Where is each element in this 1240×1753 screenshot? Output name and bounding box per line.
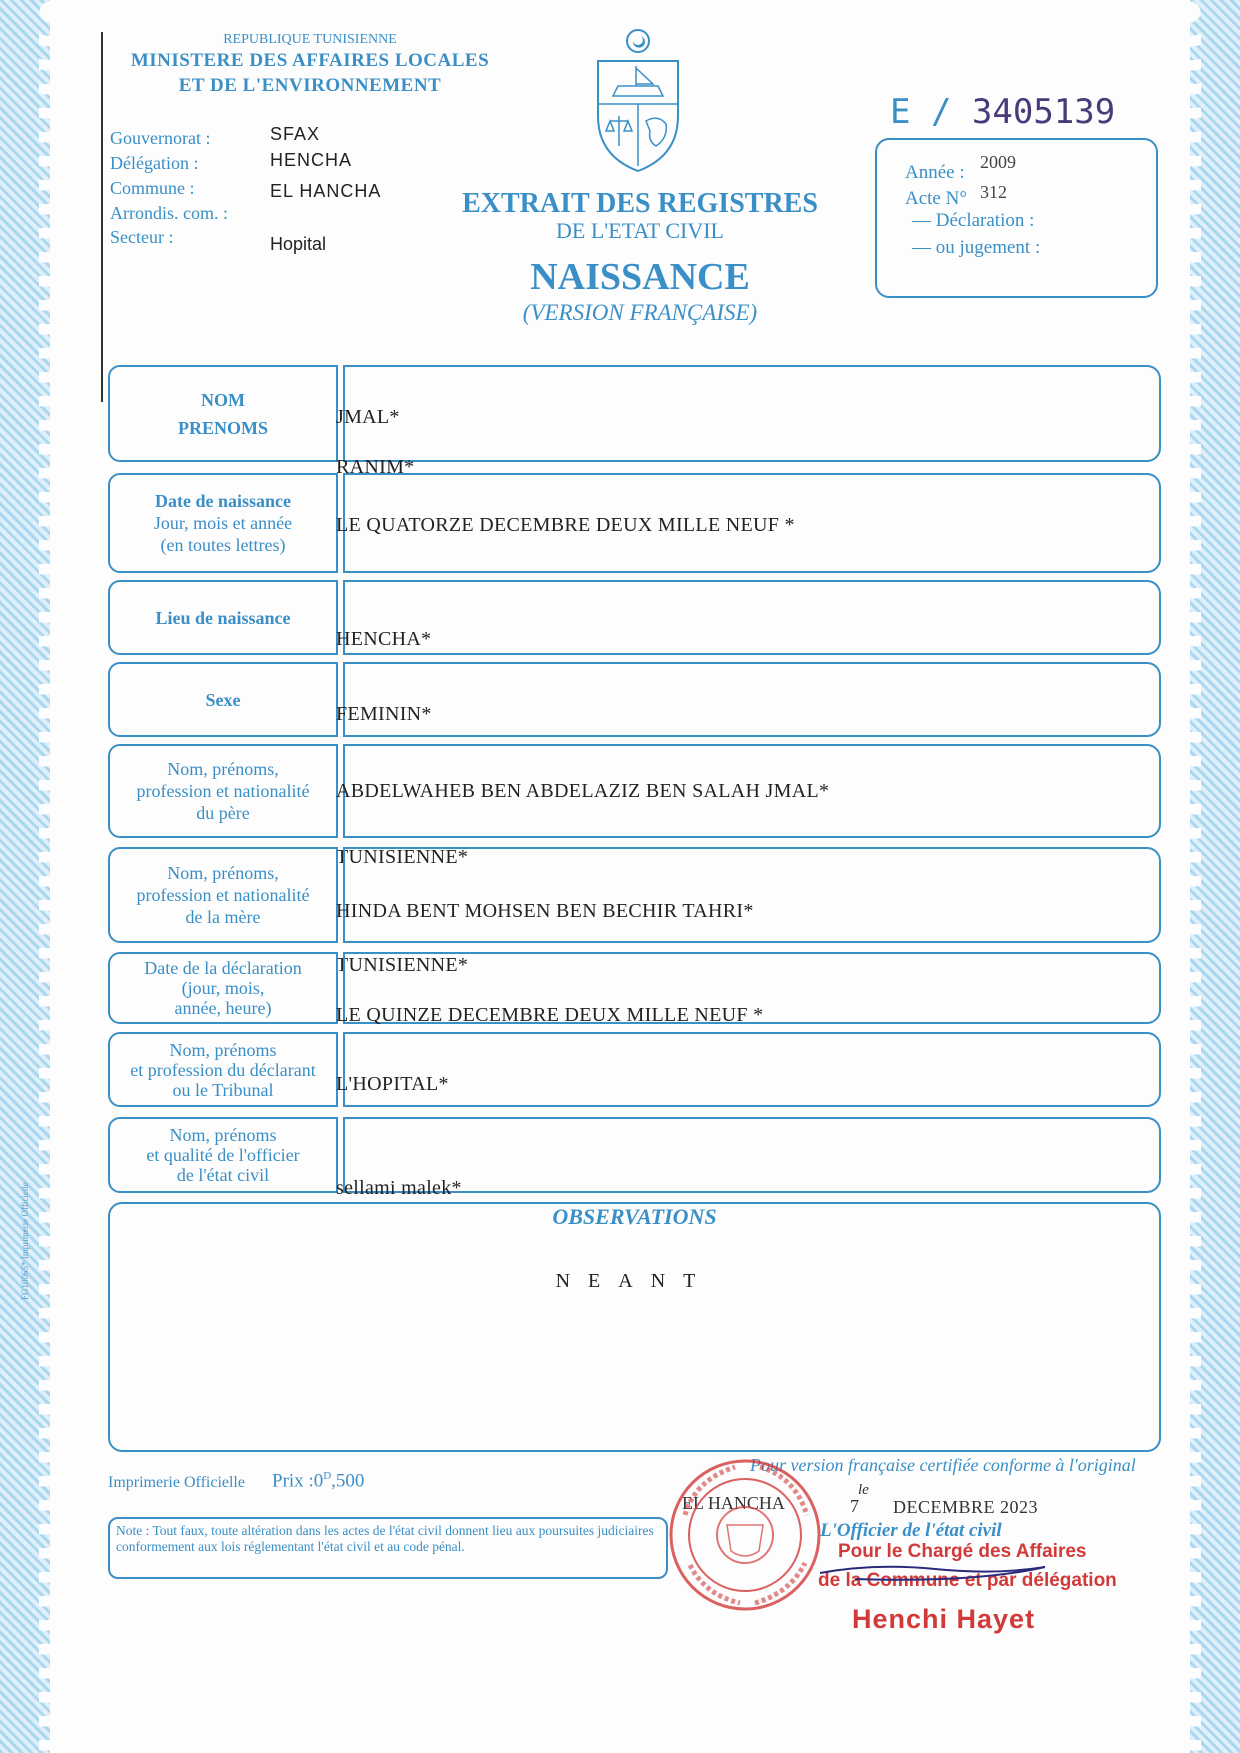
declarant-label-line1: Nom, prénoms: [169, 1039, 277, 1060]
certified-text: Pour version française certifiée conforme à l'original: [750, 1455, 1136, 1475]
sexe-value-cell: [343, 662, 1161, 737]
nom-value: JMAL*: [336, 406, 400, 428]
lieu-naissance-value-cell: [343, 580, 1161, 655]
left-guilloche-border: [0, 0, 50, 1753]
jugement-label: — ou jugement :: [912, 237, 1041, 258]
officier-label-line3: de l'état civil: [176, 1165, 270, 1185]
sexe-value: FEMININ*: [336, 703, 432, 725]
serial-value: 3405139: [971, 92, 1116, 132]
stamp-line1: Pour le Chargé des Affaires: [838, 1541, 1087, 1562]
mere-value: HINDA BENT MOHSEN BEN BECHIR TAHRI*: [336, 900, 754, 922]
commune-value: EL HANCHA: [270, 181, 382, 201]
prenoms-label: PRENOMS: [178, 417, 268, 438]
date-naissance-label: Date de naissance: [155, 491, 291, 511]
pere-label-line2: profession et nationalité: [136, 781, 310, 801]
nom-prenoms-value-cell: [343, 365, 1161, 462]
delegation-value: HENCHA: [270, 150, 353, 170]
acte-number-value: 312: [980, 182, 1007, 202]
side-print-code: FG10065* Imprimerie Officielle: [20, 1182, 30, 1300]
pere-nationalite-value: TUNISIENNE*: [336, 846, 469, 868]
pere-value: ABDELWAHEB BEN ABDELAZIZ BEN SALAH JMAL*: [336, 780, 830, 802]
annee-value: 2009: [980, 152, 1016, 172]
stamp-name: Henchi Hayet: [852, 1604, 1036, 1634]
officier-label-cell: [108, 1117, 338, 1193]
date-declaration-label-line3: année, heure): [174, 998, 272, 1018]
document-type: NAISSANCE: [530, 256, 750, 298]
prix-superscript: D: [323, 1470, 332, 1482]
declarant-label-cell: [108, 1032, 338, 1107]
date-naissance-label-cell: [108, 473, 338, 573]
lieu-naissance-label-cell: [108, 580, 338, 655]
date-declaration-label-line2: (jour, mois,: [181, 978, 265, 998]
sexe-label: Sexe: [205, 689, 241, 710]
date-naissance-sublabel1: Jour, mois et année: [153, 513, 293, 533]
prix-text: Prix :0: [272, 1470, 324, 1492]
date-day-text: 7: [850, 1496, 859, 1516]
place-text: EL HANCHA: [682, 1493, 785, 1513]
sexe-label-cell: [108, 662, 338, 737]
secteur-value: Hopital: [270, 234, 327, 254]
mere-label-line3: de la mère: [185, 907, 261, 927]
observations-value: NEANT: [555, 1270, 714, 1292]
pere-label-line1: Nom, prénoms,: [167, 759, 279, 779]
serial-prefix: E /: [890, 92, 952, 132]
declarant-value-cell: [343, 1032, 1161, 1107]
stamp-line2: de la Commune et par délégation: [818, 1570, 1117, 1591]
pere-label-cell: [108, 744, 338, 838]
declarant-label-line3: ou le Tribunal: [172, 1079, 274, 1100]
pere-label-line3: du père: [196, 803, 250, 823]
annee-label: Année :: [905, 162, 965, 183]
date-rest-text: DECEMBRE 2023: [893, 1497, 1039, 1517]
document-title: EXTRAIT DES REGISTRES: [462, 188, 818, 219]
mere-label-line2: profession et nationalité: [136, 885, 310, 905]
lieu-naissance-value: HENCHA*: [336, 628, 432, 650]
nom-prenoms-label-cell: [108, 365, 338, 462]
date-naissance-value: LE QUATORZE DECEMBRE DEUX MILLE NEUF *: [336, 514, 795, 536]
republic-label: REPUBLIQUE TUNISIENNE: [223, 32, 397, 47]
tunisia-coat-of-arms-icon: [588, 26, 688, 176]
left-rule: [101, 32, 103, 402]
officier-value-cell: [343, 1117, 1161, 1193]
lieu-naissance-label: Lieu de naissance: [155, 607, 291, 628]
mere-label-line1: Nom, prénoms,: [167, 863, 279, 883]
prenoms-value: RANIM*: [336, 456, 415, 478]
signature-scribble-icon: [815, 1555, 1055, 1585]
mere-value-cell: [343, 847, 1161, 943]
legal-note-box: Note : Tout faux, toute altération dans les actes de l'état civil donnent lieu aux poursuites judiciaires conformement aux lois réglementant l'état civil et au code pénal.: [108, 1517, 668, 1579]
ministry-line1: MINISTERE DES AFFAIRES LOCALES: [130, 50, 490, 71]
gouvernorat-label: Gouvernorat :: [110, 128, 211, 148]
acte-number-label: Acte N°: [905, 188, 967, 209]
officier-label-line1: Nom, prénoms: [169, 1125, 277, 1145]
date-declaration-label-line1: Date de la déclaration: [144, 958, 302, 978]
le-text: le: [858, 1482, 869, 1498]
ministry-line2: ET DE L'ENVIRONNEMENT: [178, 75, 442, 96]
delegation-label: Délégation :: [110, 153, 199, 173]
observations-box: [108, 1202, 1161, 1452]
serial-number: [890, 92, 1115, 132]
official-round-stamp-icon: [665, 1455, 825, 1615]
document-subtitle: DE L'ETAT CIVIL: [556, 218, 724, 243]
secteur-label: Secteur :: [110, 227, 174, 247]
date-declaration-value: LE QUINZE DECEMBRE DEUX MILLE NEUF *: [336, 1004, 764, 1026]
declarant-value: L'HOPITAL*: [336, 1073, 449, 1095]
officier-title: L'Officier de l'état civil: [820, 1520, 1002, 1541]
arrondissement-label: Arrondis. com. :: [110, 203, 228, 223]
mere-label-cell: [108, 847, 338, 943]
officier-value: sellami malek*: [336, 1177, 462, 1199]
ministry-header: [115, 32, 505, 98]
declaration-label: — Déclaration :: [912, 210, 1035, 231]
declarant-label-line2: et profession du déclarant: [130, 1059, 316, 1080]
gouvernorat-value: SFAX: [270, 124, 321, 144]
mere-nationalite-value: TUNISIENNE*: [336, 954, 469, 976]
right-guilloche-border: [1190, 0, 1240, 1753]
prix-label: [272, 1470, 364, 1492]
observations-title: OBSERVATIONS: [552, 1204, 717, 1229]
commune-label: Commune :: [110, 178, 195, 198]
prix-decimal: ,500: [331, 1470, 365, 1492]
officier-label-line2: et qualité de l'officier: [146, 1145, 300, 1165]
document-version: (VERSION FRANÇAISE): [522, 300, 758, 325]
imprimerie-label: Imprimerie Officielle: [108, 1474, 245, 1491]
date-naissance-sublabel2: (en toutes lettres): [160, 535, 286, 555]
date-declaration-label-cell: [108, 952, 338, 1024]
nom-label: NOM: [201, 389, 245, 410]
